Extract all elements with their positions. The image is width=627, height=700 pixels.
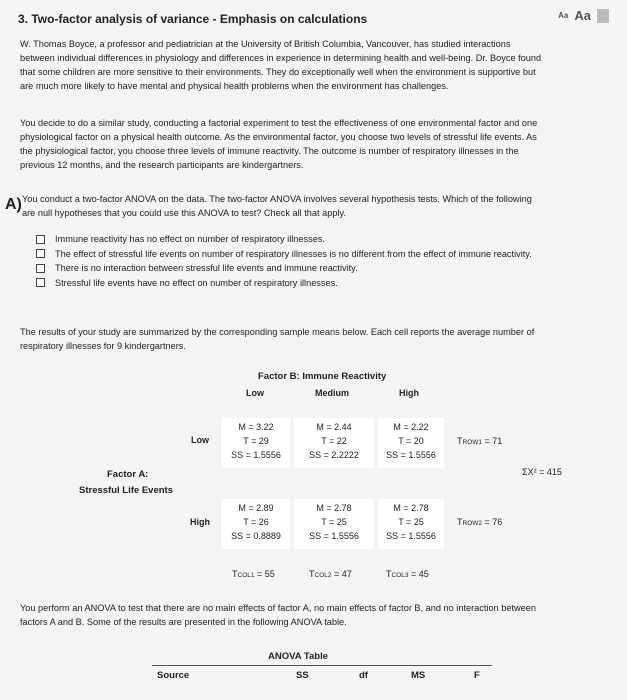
table-cell: M = 2.89 T = 26 SS = 0.8889	[231, 503, 281, 541]
factor-b-title: Factor B: Immune Reactivity	[258, 371, 387, 382]
page-title: 3. Two-factor analysis of variance - Emphasis on calculations	[18, 12, 368, 26]
col-header-high: High	[399, 388, 419, 398]
option-row[interactable]	[36, 247, 532, 262]
anova-header-f: F	[474, 670, 480, 681]
row-total-low: TROW1 = 71	[457, 436, 503, 446]
font-size-controls	[558, 8, 609, 23]
option-row[interactable]	[36, 261, 532, 276]
page-icon[interactable]	[597, 9, 609, 23]
table-cell: M = 3.22 T = 29 SS = 1.5556	[231, 422, 281, 460]
option-label: There is no interaction between stressful life events and immune reactivity.	[55, 263, 358, 274]
table-cell: M = 2.78 T = 25 SS = 1.5556	[386, 503, 436, 541]
question-letter: A)	[5, 196, 22, 213]
row-label-low: Low	[191, 435, 209, 445]
anova-header-df: df	[359, 670, 368, 681]
table-cell: M = 2.78 T = 25 SS = 1.5556	[309, 503, 359, 541]
col-header-low: Low	[246, 388, 264, 398]
col-total-3: TCOL3 = 45	[386, 569, 429, 579]
question-a-prompt: You conduct a two-factor ANOVA on the data. The two-factor ANOVA involves several hypothesis tests. Which of the following are null hypotheses that you could use this ANOVA to test? Check all that apply.	[22, 194, 532, 218]
anova-header-source: Source	[157, 670, 190, 681]
anova-intro: You perform an ANOVA to test that there are no main effects of factor A, no main effects of factor B, and no interaction between factors A and B. Some of the results are presented in the following ANOVA table.	[20, 603, 536, 627]
option-label: Immune reactivity has no effect on number of respiratory illnesses.	[55, 234, 325, 245]
option-checkbox[interactable]	[36, 235, 45, 244]
table-cell: M = 2.22 T = 20 SS = 1.5556	[386, 422, 436, 460]
row-total-high: TROW2 = 76	[457, 517, 503, 527]
col-header-medium: Medium	[314, 388, 349, 398]
table-cell: M = 2.44 T = 22 SS = 2.2222	[309, 422, 359, 460]
factor-a-name: Stressful Life Events	[79, 485, 173, 496]
anova-table-title: ANOVA Table	[268, 651, 328, 662]
option-label: The effect of stressful life events on number of respiratory illnesses is no different from the effect of immune reactivity.	[55, 248, 532, 259]
font-decrease-button[interactable]: Aa	[558, 11, 569, 20]
row-label-high: High	[190, 517, 210, 527]
intro-paragraph-2: You decide to do a similar study, conducting a factorial experiment to test the effectiveness of one environmental factor and one physiological factor on a physical health outcome. As the environmental factor, you choose two levels of stressful life events. As the physiological factor, you choose three levels of immune reactivity. The outcome is number of respiratory illnesses in the previous 12 months, and the research participants are kindergartners.	[20, 118, 538, 170]
factor-a-title: Factor A:	[107, 469, 149, 480]
anova-top-rule	[152, 665, 492, 666]
question-a-options	[36, 232, 532, 290]
option-row[interactable]	[36, 276, 532, 291]
intro-paragraph-1: W. Thomas Boyce, a professor and pediatrician at the University of British Columbia, Vancouver, has studied interactions between individual differences in physiology and differences in experience in determining health and well-being. Dr. Boyce found that some children are more sensitive to their environments. They do exceptionally well when the environment is supportive but are much more likely to have mental and physical health problems when the environment has challenges.	[20, 39, 542, 91]
font-increase-button[interactable]: Aa	[574, 8, 591, 23]
col-total-2: TCOL2 = 47	[309, 569, 352, 579]
option-checkbox[interactable]	[36, 264, 45, 273]
col-total-1: TCOL1 = 55	[232, 569, 275, 579]
option-row[interactable]	[36, 232, 532, 247]
option-checkbox[interactable]	[36, 249, 45, 258]
option-label: Stressful life events have no effect on number of respiratory illnesses.	[55, 277, 338, 288]
anova-header-ms: MS	[411, 670, 426, 681]
option-checkbox[interactable]	[36, 278, 45, 287]
sum-x-squared: ΣX² = 415	[522, 467, 562, 477]
results-intro: The results of your study are summarized by the corresponding sample means below. Each cell reports the average number of respiratory illnesses for 9 kindergartners.	[20, 327, 535, 351]
anova-header-ss: SS	[296, 670, 309, 681]
